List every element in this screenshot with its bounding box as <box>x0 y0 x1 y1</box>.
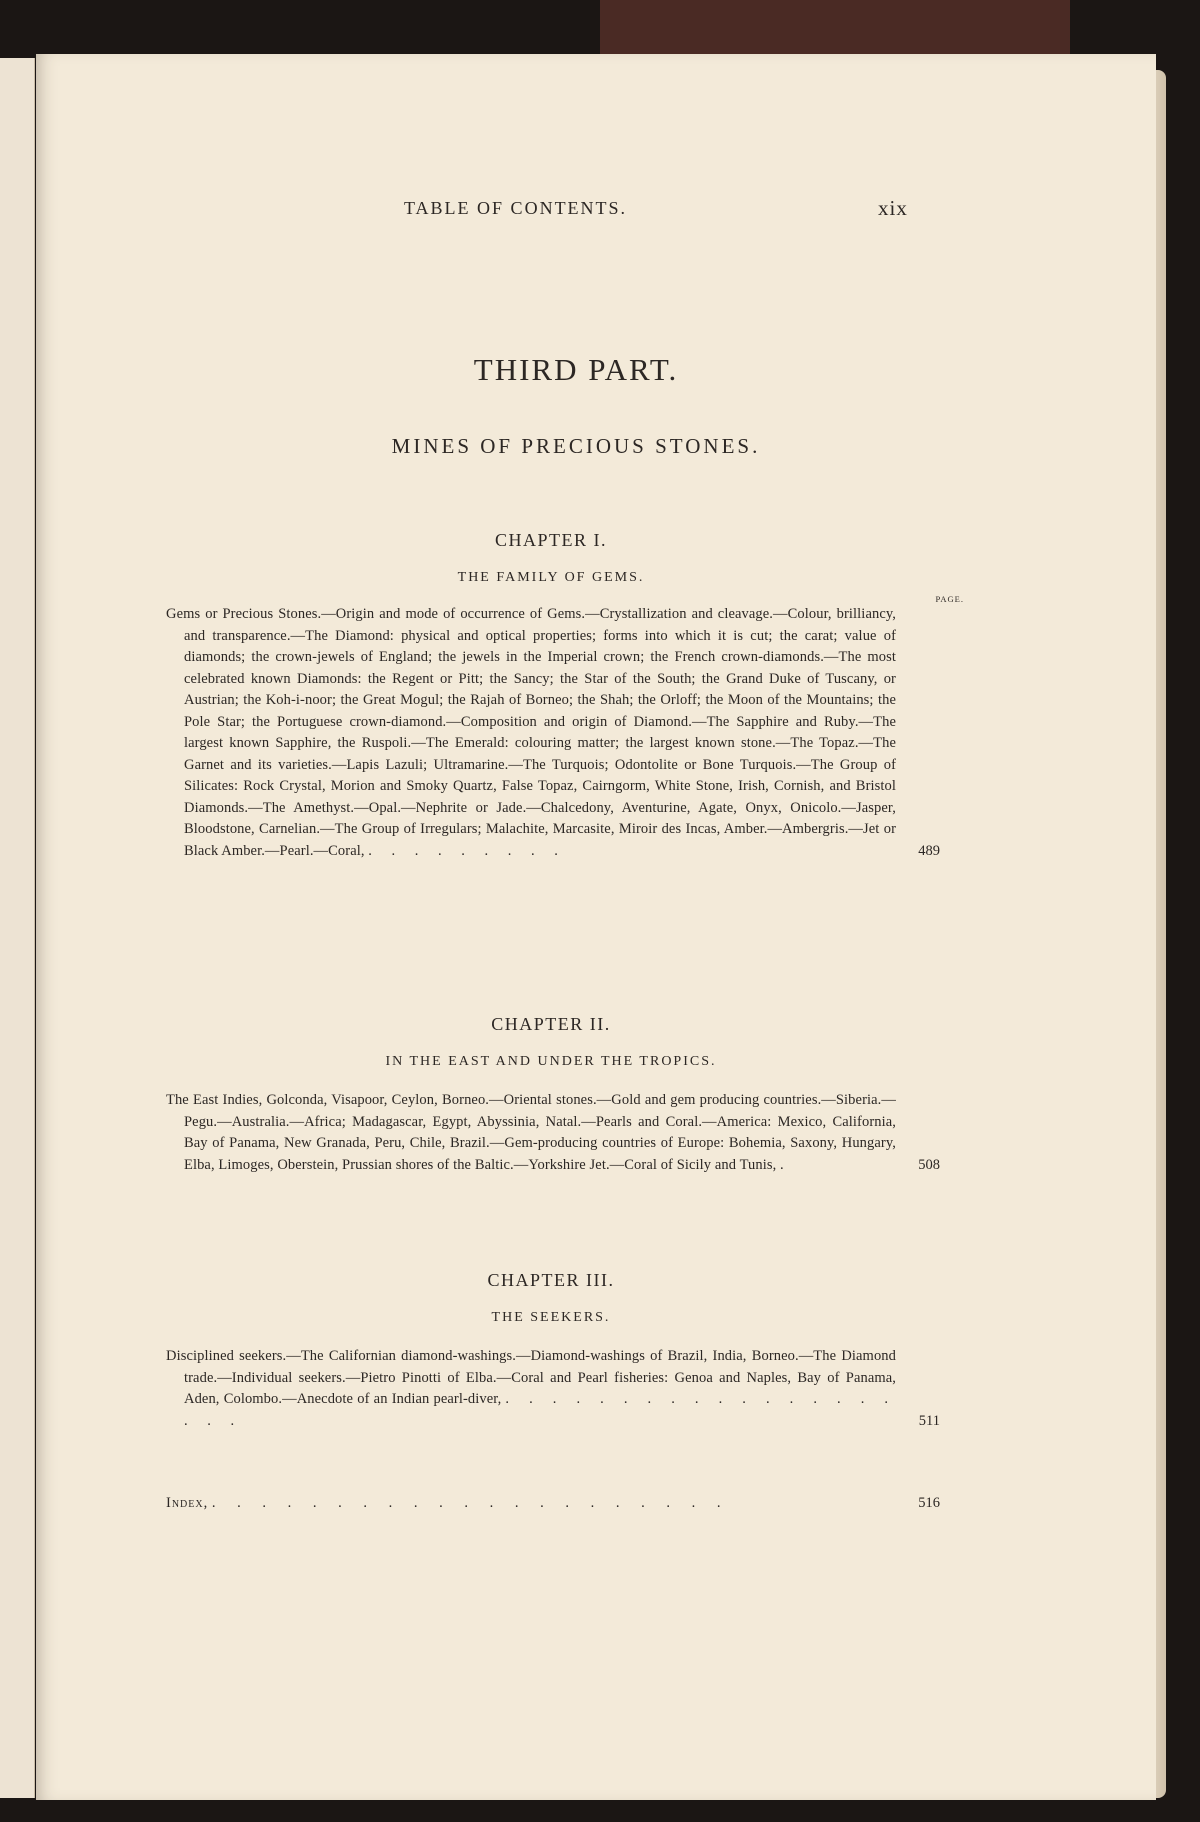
index-page-number: 516 <box>918 1495 940 1511</box>
chapter-heading: CHAPTER II. <box>491 1014 611 1034</box>
page-number: xix <box>878 196 908 220</box>
running-title: TABLE OF CONTENTS. <box>404 198 628 218</box>
chapter-section <box>166 530 964 862</box>
chapter-page-number: 489 <box>918 842 940 859</box>
chapter-page-number: 511 <box>918 1412 940 1429</box>
chapter-section <box>166 1270 940 1432</box>
chapter-subheading: IN THE EAST AND UNDER THE TROPICS. <box>385 1054 717 1069</box>
dot-leaders: . . . . . . . . . . . . . . . . . . . . <box>184 1391 897 1429</box>
part-subtitle: MINES OF PRECIOUS STONES. <box>391 434 761 458</box>
dot-leaders: . . . . . . . . . . . . . . . . . . . . . <box>211 1495 730 1511</box>
chapter-contents-entry <box>166 1346 940 1432</box>
chapter-contents-entry <box>166 604 940 862</box>
chapter-contents-text: Gems or Precious Stones.—Origin and mode of occurrence of Gems.—Crystallization and cleavage.—Colour, brilliancy, and transparence.—The Diamond: physical and optical properties; forms into which it is cut; the carat; value of diamonds; the crown-jewels of England; the jewels in the Imperial crown; the French crown-diamonds.—The most celebrated known Diamonds: the Regent or Pitt; the Sancy; the Star of the South; the Grand Duke of Tuscany, or Austrian; the Koh-i-noor; the Great Mogul; the Rajah of Borneo; the Shah; the Orloff; the Moon of the Mountains; the Pole Star; the Portuguese crown-diamond.—Composition and origin of Diamond.—The Sapphire and Ruby.—The largest known Sapphire, the Ruspoli.—The Emerald: colouring matter; the largest known stone.—The Topaz.—The Garnet and its varieties.—Lapis Lazuli; Ultramarine.—The Turquois; Odontolite or Bone Turquois.—The Group of Silicates: Rock Crystal, Morion and Smoky Quartz, False Topaz, Cairngorm, White Stone, Irish, Cornish, and Bristol Diamonds.—The Amethyst.—Opal.—Nephrite or Jade.—Chalcedony, Aventurine, Agate, Onyx, Onicolo.—Jasper, Bloodstone, Carnelian.—The Group of Irregulars; Malachite, Marcasite, Miroir des Incas, Amber.—Ambergris.—Jet or Black Amber.—Pearl.—Coral, <box>166 606 896 859</box>
index-entry <box>166 1492 940 1514</box>
chapter-heading: CHAPTER III. <box>487 1270 615 1290</box>
chapter-contents-entry <box>166 1090 940 1176</box>
chapter-subheading: THE SEEKERS. <box>491 1310 611 1325</box>
chapter-contents-text: The East Indies, Golconda, Visapoor, Ceylon, Borneo.—Oriental stones.—Gold and gem producing countries.—Siberia.—Pegu.—Australia.—Africa; Madagascar, Egypt, Abyssinia, Natal.—Pearls and Coral.—America: Mexico, California, Bay of Panama, New Granada, Peru, Chile, Brazil.—Gem-producing countries of Europe: Bohemia, Saxony, Hungary, Elba, Limoges, Oberstein, Prussian shores of the Baltic.—Yorkshire Jet.—Coral of Sicily and Tunis, <box>166 1092 896 1173</box>
index-label: Index, <box>166 1495 209 1511</box>
chapter-page-number: 508 <box>918 1156 940 1173</box>
chapter-section <box>166 1014 940 1176</box>
chapter-heading: CHAPTER I. <box>494 530 607 550</box>
chapter-contents-text: Disciplined seekers.—The Californian diamond-washings.—Diamond-washings of Brazil, India, Borneo.—The Diamond trade.—Individual seekers.—Pietro Pinotti of Elba.—Coral and Pearl fisheries: Genoa and Naples, Bay of Panama, Aden, Colombo.—Anecdote of an Indian pearl-diver, <box>166 1348 896 1407</box>
facing-page-edge <box>0 58 35 1798</box>
part-title: THIRD PART. <box>473 352 679 387</box>
dot-leaders: . . . . . . . . . <box>368 842 566 859</box>
page-column-label: PAGE. <box>935 594 964 604</box>
dot-leaders: . <box>779 1156 792 1173</box>
chapter-subheading: THE FAMILY OF GEMS. <box>457 570 645 585</box>
book-page <box>36 54 1156 1800</box>
